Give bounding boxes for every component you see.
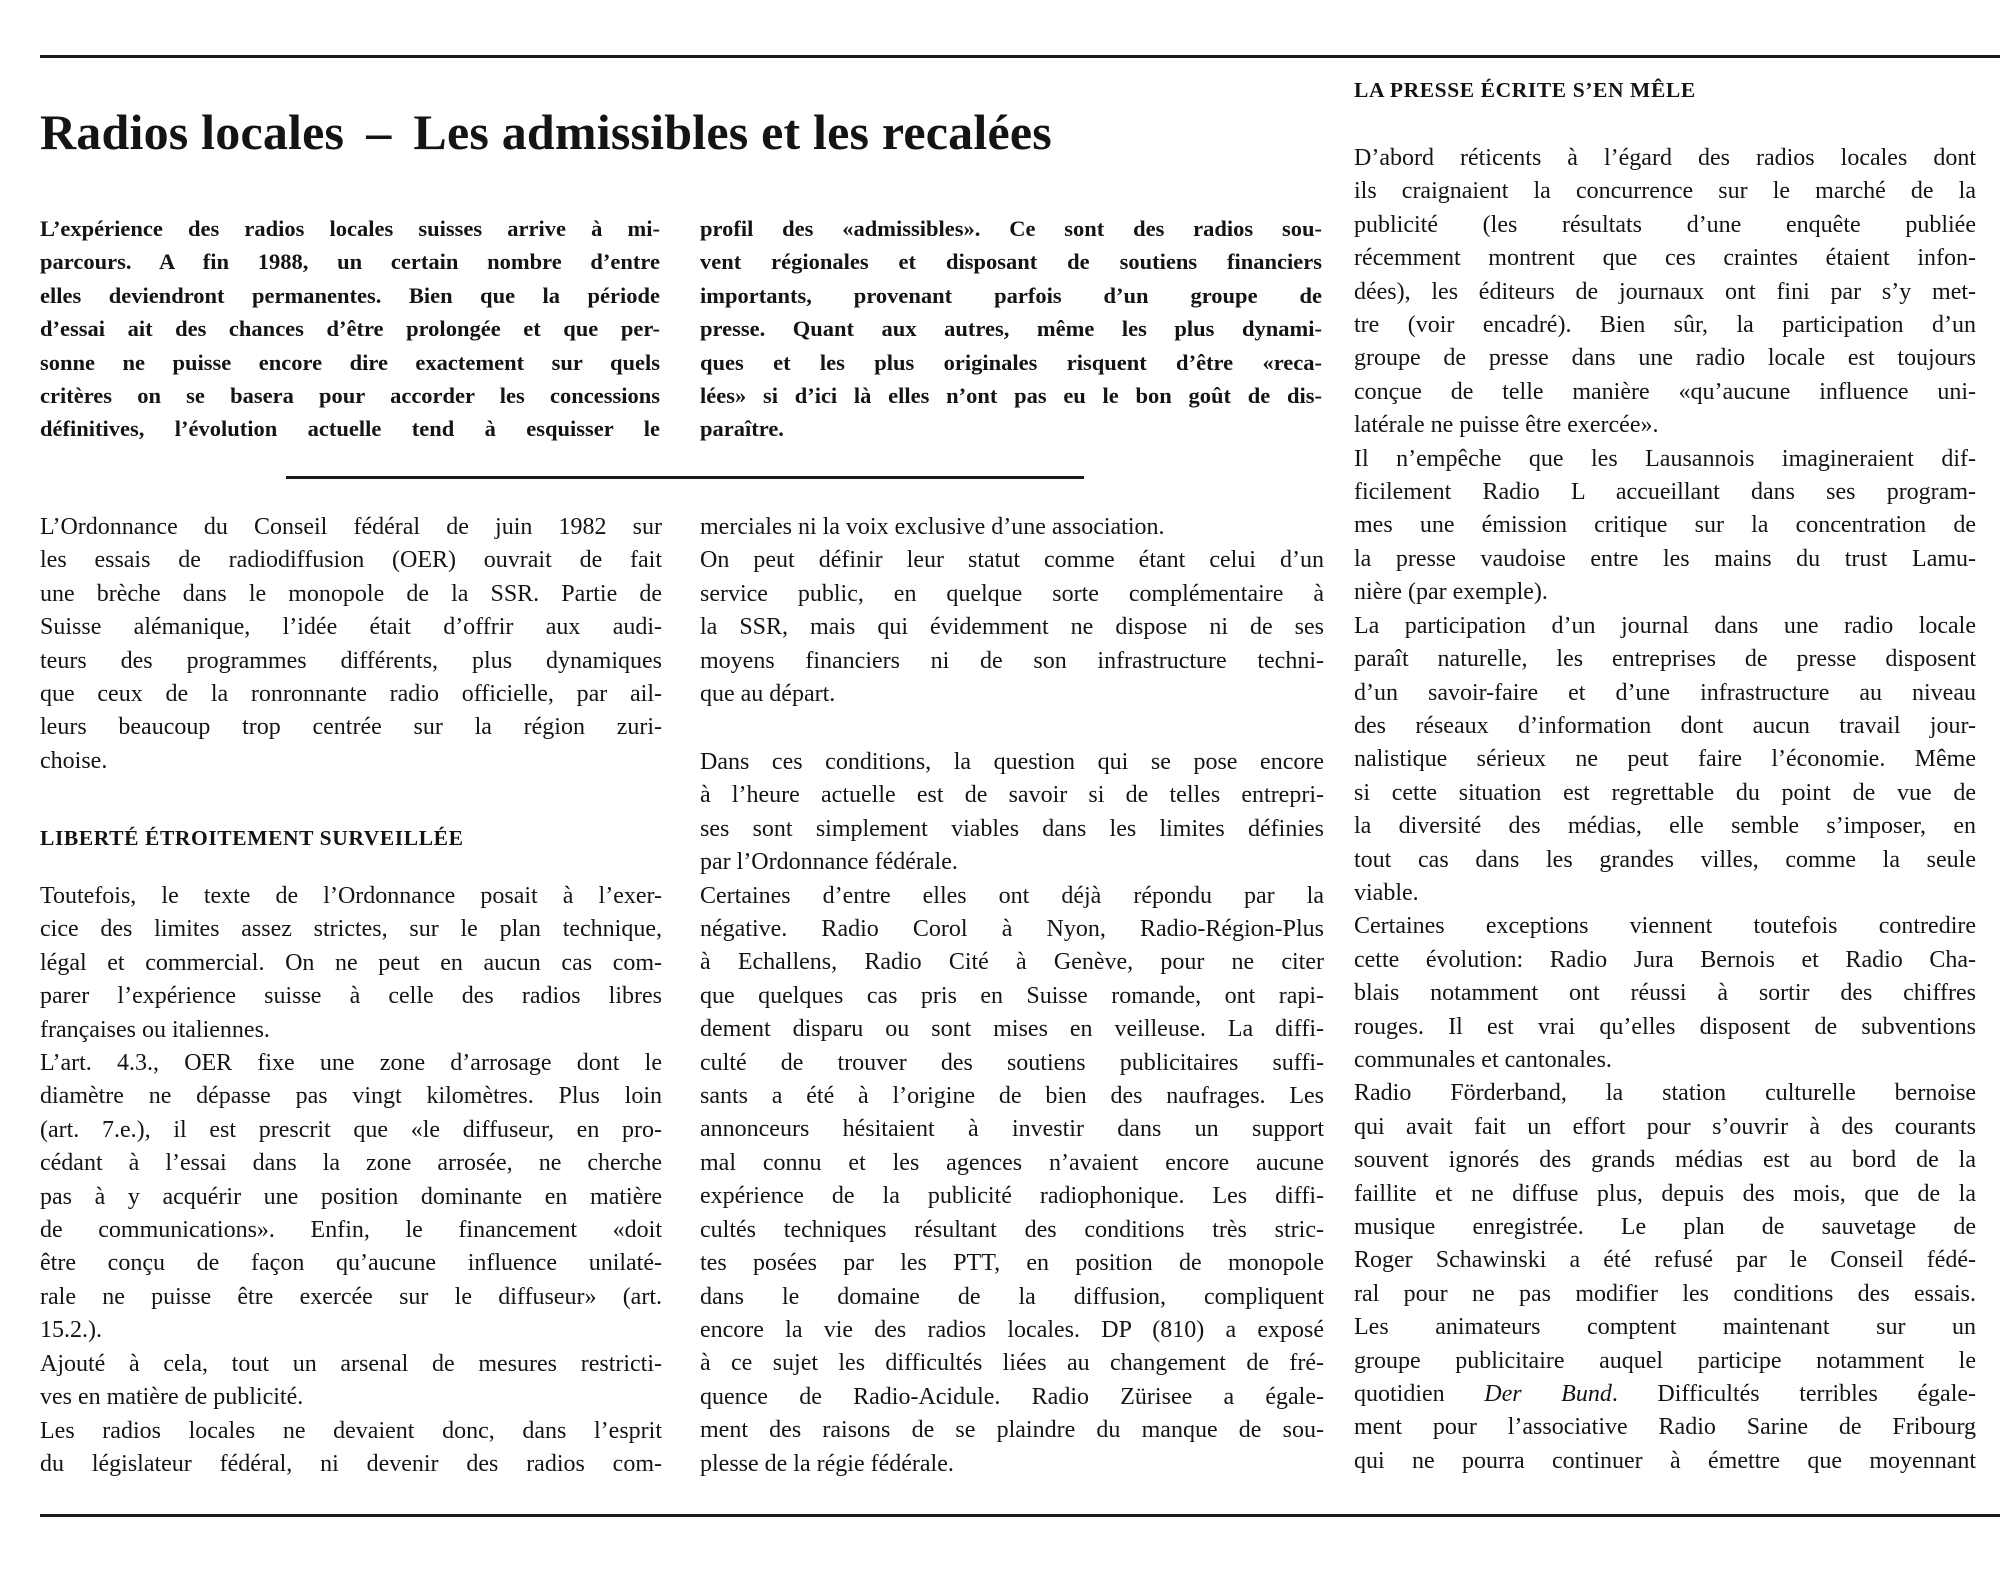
liberte-heading: LIBERTÉ ÉTROITEMENT SURVEILLÉE bbox=[40, 826, 464, 850]
lead-column-1 bbox=[40, 212, 660, 446]
text-line: rale ne puisse être exercée sur le diffuseur» (art. bbox=[40, 1283, 662, 1310]
top-rule bbox=[40, 55, 2000, 58]
text-line: Radio Förderband, la station culturelle bernoise bbox=[1354, 1080, 1976, 1107]
text-line: On peut définir leur statut comme étant celui d’un bbox=[700, 547, 1324, 574]
text-line: D’abord réticents à l’égard des radios locales dont bbox=[1354, 145, 1976, 171]
text-line: mal connu et les agences n’avaient encore aucune bbox=[700, 1149, 1324, 1176]
column-1-body bbox=[40, 880, 662, 1481]
text-line: groupe publicitaire auquel participe notamment le bbox=[1354, 1347, 1976, 1374]
text-line: conçue de telle manière «qu’aucune influence uni- bbox=[1354, 378, 1976, 405]
text-line: parer l’expérience suisse à celle des radios libres bbox=[40, 983, 662, 1010]
text-line: tes posées par les PTT, en position de monopole bbox=[700, 1250, 1324, 1277]
text-line: les essais de radiodiffusion (OER) ouvrait de fait bbox=[40, 547, 662, 574]
text-line: dans le domaine de la diffusion, compliquent bbox=[700, 1283, 1324, 1310]
der-bund-title: Der Bund bbox=[1484, 1381, 1612, 1408]
text-line: latérale ne puisse être exercée». bbox=[1354, 412, 1659, 439]
text-line: ils craignaient la concurrence sur le marché de la bbox=[1354, 178, 1976, 205]
text-line: à Echallens, Radio Cité à Genève, pour ne citer bbox=[700, 949, 1324, 976]
text-line: que ceux de la ronronnante radio officielle, par ail- bbox=[40, 681, 662, 708]
text-line: service public, en quelque sorte complémentaire à bbox=[700, 580, 1324, 607]
text-line: tre (voir encadré). Bien sûr, la participation d’un bbox=[1354, 312, 1976, 339]
text-line: moyens financiers ni de son infrastructure techni- bbox=[700, 647, 1324, 674]
column-3-bund-line: quotidien Der Bund. Difficultés terribles égale- bbox=[1354, 1381, 1976, 1408]
text-line: qui avait fait un effort pour s’ouvrir à des courants bbox=[1354, 1113, 1976, 1140]
text-line: (art. 7.e.), il est prescrit que «le diffuseur, en pro- bbox=[40, 1116, 662, 1143]
text-line: culté de trouver des soutiens publicitaires suffi- bbox=[700, 1049, 1324, 1076]
text-line: annonceurs hésitaient à investir dans un support bbox=[700, 1116, 1324, 1143]
text-line: 15.2.). bbox=[40, 1317, 102, 1344]
text-line: ral pour ne pas modifier les conditions des essais. bbox=[1354, 1280, 1976, 1307]
text-line: sonne ne puisse encore dire exactement sur quels bbox=[40, 349, 660, 375]
lead-column-2 bbox=[700, 212, 1322, 446]
text-line: critères on se basera pour accorder les concessions bbox=[40, 383, 660, 409]
text-line: paraître. bbox=[700, 416, 784, 442]
text-line: quence de Radio-Acidule. Radio Zürisee a égale- bbox=[700, 1383, 1324, 1410]
text-line: une brèche dans le monopole de la SSR. Partie de bbox=[40, 580, 662, 607]
text-line: ment pour l’associative Radio Sarine de Fribourg bbox=[1354, 1414, 1976, 1441]
text-line: par l’Ordonnance fédérale. bbox=[700, 849, 958, 876]
text-line: d’un savoir-faire et d’une infrastructure au niveau bbox=[1354, 679, 1976, 706]
text-line: rouges. Il est vrai qu’elles disposent de subventions bbox=[1354, 1013, 1976, 1040]
text-line: françaises ou italiennes. bbox=[40, 1016, 270, 1043]
text-line: pas à y acquérir une position dominante en matière bbox=[40, 1183, 662, 1210]
text-line: ves en matière de publicité. bbox=[40, 1384, 304, 1411]
text-line: vent régionales et disposant de soutiens financiers bbox=[700, 249, 1322, 275]
text-line: Il n’empêche que les Lausannois imagineraient dif- bbox=[1354, 445, 1976, 472]
text-line: Roger Schawinski a été refusé par le Conseil fédé- bbox=[1354, 1247, 1976, 1274]
title-dash: – bbox=[366, 104, 392, 160]
text-line: qui ne pourra continuer à émettre que moyennant bbox=[1354, 1447, 1976, 1474]
lead-divider bbox=[286, 476, 1084, 479]
text-line: importants, provenant parfois d’un groupe de bbox=[700, 282, 1322, 308]
text-line: à ce sujet les difficultés liées au changement de fré- bbox=[700, 1350, 1324, 1377]
text-line: négative. Radio Corol à Nyon, Radio-Région-Plus bbox=[700, 916, 1324, 943]
text-line: paraît naturelle, les entreprises de presse disposent bbox=[1354, 646, 1976, 673]
text-line: cette évolution: Radio Jura Bernois et Radio Cha- bbox=[1354, 946, 1976, 973]
text-line: elles deviendront permanentes. Bien que la période bbox=[40, 282, 660, 308]
text-line: ment des raisons de se plaindre du manque de sou- bbox=[700, 1417, 1324, 1444]
text-line: la SSR, mais qui évidemment ne dispose ni de ses bbox=[700, 614, 1324, 641]
text-line: Toutefois, le texte de l’Ordonnance posait à l’exer- bbox=[40, 883, 662, 909]
text-line: Les animateurs comptent maintenant sur un bbox=[1354, 1314, 1976, 1341]
text-line: définitives, l’évolution actuelle tend à esquisser le bbox=[40, 416, 660, 442]
column-3-main bbox=[1354, 142, 1976, 1378]
text-line: récemment montrent que ces craintes étaient infon- bbox=[1354, 245, 1976, 272]
title-part-1: Radios locales bbox=[40, 104, 345, 160]
text-line: d’essai ait des chances d’être prolongée et que per- bbox=[40, 316, 660, 342]
text-line: de communications». Enfin, le financement «doit bbox=[40, 1217, 662, 1244]
text-line: du législateur fédéral, ni devenir des radios com- bbox=[40, 1450, 662, 1477]
text-line: La participation d’un journal dans une radio locale bbox=[1354, 612, 1976, 639]
text-line: nière (par exemple). bbox=[1354, 579, 1548, 606]
text-line: viable. bbox=[1354, 879, 1419, 906]
column-2-intro bbox=[700, 511, 1324, 711]
text-line: profil des «admissibles». Ce sont des radios sou- bbox=[700, 216, 1322, 241]
text-line: que quelques cas pris en Suisse romande, ont rapi- bbox=[700, 982, 1324, 1009]
text-line: encore la vie des radios locales. DP (810) a exposé bbox=[700, 1316, 1324, 1343]
text-line: L’art. 4.3., OER fixe une zone d’arrosage dont le bbox=[40, 1050, 662, 1077]
text-line: leurs beaucoup trop centrée sur la région zuri- bbox=[40, 714, 662, 741]
text-line: communales et cantonales. bbox=[1354, 1046, 1612, 1073]
text-line: teurs des programmes différents, plus dynamiques bbox=[40, 647, 662, 674]
text-line: tout cas dans les grandes villes, comme la seule bbox=[1354, 846, 1976, 873]
text-line: légal et commercial. On ne peut en aucun cas com- bbox=[40, 949, 662, 976]
column-1-intro bbox=[40, 511, 662, 778]
text-line: L’Ordonnance du Conseil fédéral de juin 1982 sur bbox=[40, 514, 662, 540]
text-line: Certaines exceptions viennent toutefois contredire bbox=[1354, 913, 1976, 940]
text-line: être conçu de façon qu’aucune influence unilaté- bbox=[40, 1250, 662, 1277]
article-title bbox=[40, 103, 1052, 161]
text-line: Certaines d’entre elles ont déjà répondu par la bbox=[700, 882, 1324, 909]
text-line: dées), les éditeurs de journaux ont fini par s’y met- bbox=[1354, 278, 1976, 305]
text-line: faillite et ne diffuse plus, depuis des mois, que de la bbox=[1354, 1180, 1976, 1207]
text-line: cédant à l’essai dans la zone arrosée, ne cherche bbox=[40, 1150, 662, 1177]
column-3-end bbox=[1354, 1411, 1976, 1478]
text-line: ques et les plus originales risquent d’être «reca- bbox=[700, 349, 1322, 375]
text-line: choise. bbox=[40, 747, 108, 774]
text-line: Les radios locales ne devaient donc, dans l’esprit bbox=[40, 1417, 662, 1444]
text-line: L’expérience des radios locales suisses arrive à mi- bbox=[40, 216, 660, 241]
text-line: sants a été à l’origine de bien des naufrages. Les bbox=[700, 1083, 1324, 1110]
text-line: Suisse alémanique, l’idée était d’offrir aux audi- bbox=[40, 614, 662, 641]
text-line: groupe de presse dans une radio locale est toujours bbox=[1354, 345, 1976, 372]
text-line: blais notamment ont réussi à sortir des chiffres bbox=[1354, 980, 1976, 1007]
text-line: nalistique sérieux ne peut faire l’économie. Même bbox=[1354, 746, 1976, 773]
text-line: souvent ignorés des grands médias est au bord de la bbox=[1354, 1147, 1976, 1174]
text-line: la presse vaudoise entre les mains du trust Lamu- bbox=[1354, 545, 1976, 572]
text-line: expérience de la publicité radiophonique. Les diffi- bbox=[700, 1183, 1324, 1210]
presse-heading: LA PRESSE ÉCRITE S’EN MÊLE bbox=[1354, 78, 1696, 102]
text-line: publicité (les résultats d’une enquête publiée bbox=[1354, 211, 1976, 238]
text-line: diamètre ne dépasse pas vingt kilomètres. Plus loin bbox=[40, 1083, 662, 1110]
text-line: que au départ. bbox=[700, 681, 836, 708]
text-line: Dans ces conditions, la question qui se pose encore bbox=[700, 749, 1324, 775]
text-line: ses sont simplement viables dans les limites définies bbox=[700, 815, 1324, 842]
text-line: cultés techniques résultant des conditions très stric- bbox=[700, 1216, 1324, 1243]
text-line: cice des limites assez strictes, sur le plan technique, bbox=[40, 916, 662, 943]
text-line: plesse de la régie fédérale. bbox=[700, 1450, 954, 1477]
text-line: parcours. A fin 1988, un certain nombre d’entre bbox=[40, 249, 660, 275]
text-line: lées» si d’ici là elles n’ont pas eu le bon goût de dis- bbox=[700, 383, 1322, 409]
bottom-rule bbox=[40, 1514, 2000, 1517]
text-line: à l’heure actuelle est de savoir si de telles entrepri- bbox=[700, 782, 1324, 809]
column-2-body bbox=[700, 746, 1324, 1481]
text-line: ficilement Radio L accueillant dans ses program- bbox=[1354, 479, 1976, 506]
text-line: dement disparu ou sont mises en veilleuse. La diffi- bbox=[700, 1016, 1324, 1043]
text-line: merciales ni la voix exclusive d’une association. bbox=[700, 514, 1165, 540]
column-3 bbox=[1354, 142, 1976, 1478]
text-line: la diversité des médias, elle semble s’imposer, en bbox=[1354, 813, 1976, 840]
title-part-2: Les admissibles et les recalées bbox=[413, 104, 1052, 160]
text-line: musique enregistrée. Le plan de sauvetage de bbox=[1354, 1214, 1976, 1240]
text-line: des réseaux d’information dont aucun travail jour- bbox=[1354, 712, 1976, 739]
text-line: mes une émission critique sur la concentration de bbox=[1354, 512, 1976, 539]
text-line: Ajouté à cela, tout un arsenal de mesures restricti- bbox=[40, 1350, 662, 1377]
text-line: si cette situation est regrettable du point de vue de bbox=[1354, 779, 1976, 806]
text-line: presse. Quant aux autres, même les plus dynami- bbox=[700, 316, 1322, 342]
